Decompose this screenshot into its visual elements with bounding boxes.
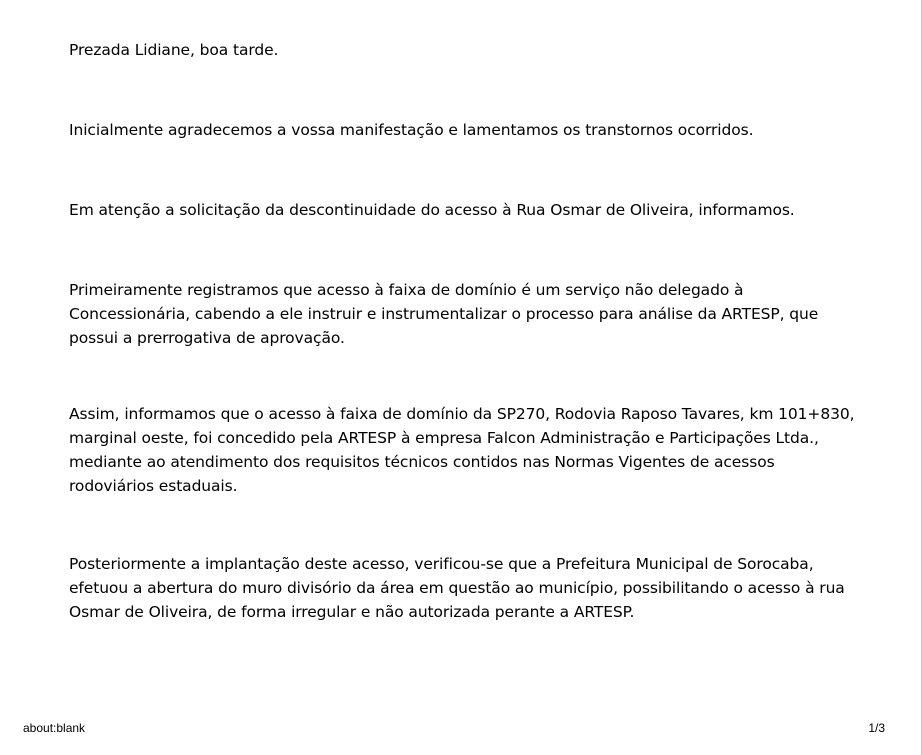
print-footer-page-number: 1/3 <box>868 721 885 735</box>
paragraph-domain-access: Primeiramente registramos que acesso à faixa de domínio é um serviço não delegado à Concessionária, cabendo a ele instruir e instrumentalizar o processo para análise da ARTESP, que possui a prerrogativa de aprovação. <box>69 281 819 347</box>
greeting: Prezada Lidiane, boa tarde. <box>69 41 279 59</box>
paragraph-request: Em atenção a solicitação da descontinuidade do acesso à Rua Osmar de Oliveira, informamos. <box>69 201 795 219</box>
paragraph-thanks: Inicialmente agradecemos a vossa manifestação e lamentamos os transtornos ocorridos. <box>69 121 754 139</box>
paragraph-irregular-access: Posteriormente a implantação deste acesso, verificou-se que a Prefeitura Municipal de Sorocaba, efetuou a abertura do muro divisório da área em questão ao município, possibilitando o acesso à rua Osmar de Oliveira, de forma irregular e não autorizada perante a ARTESP. <box>69 555 845 621</box>
print-footer-url: about:blank <box>23 721 86 735</box>
paragraph-access-granted: Assim, informamos que o acesso à faixa de domínio da SP270, Rodovia Raposo Tavares, km 101+830, marginal oeste, foi concedido pela ARTESP à empresa Falcon Administração e Participações Ltda., mediante ao atendimento dos requisitos técnicos contidos nas Normas Vigentes de acessos rodoviários estaduais. <box>69 405 855 495</box>
